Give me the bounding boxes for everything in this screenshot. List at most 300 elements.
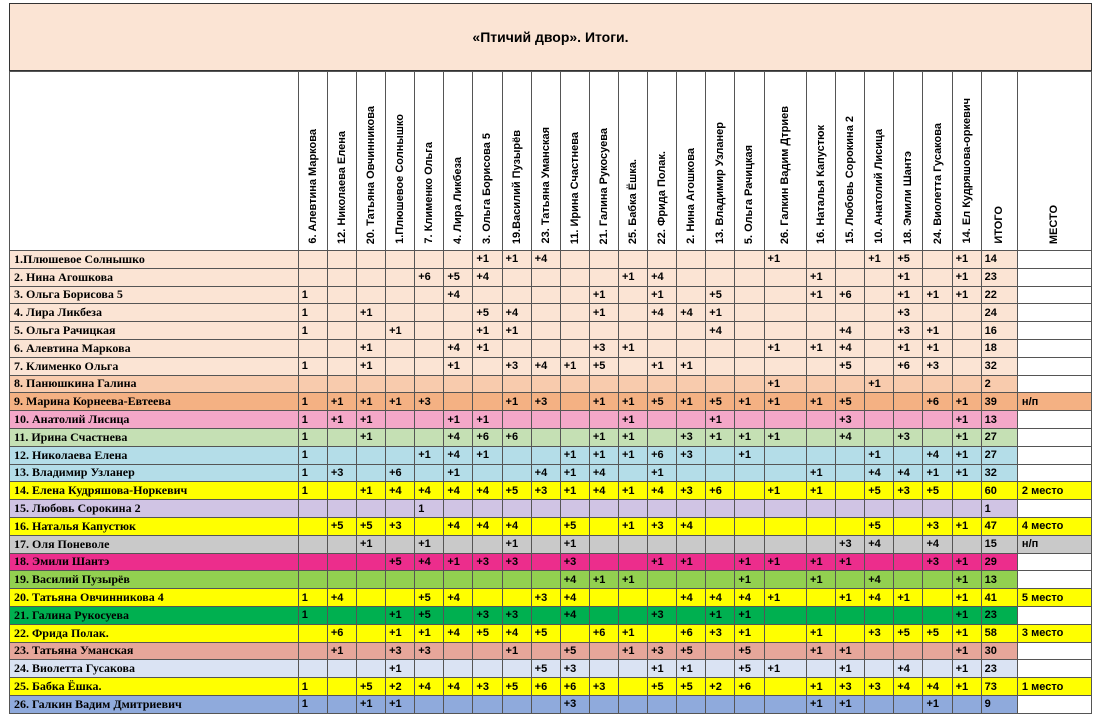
- score-cell: +3: [836, 535, 865, 553]
- score-cell: +1: [952, 642, 981, 660]
- score-cell: [356, 500, 385, 518]
- score-cell: [706, 251, 735, 269]
- score-cell: +4: [473, 482, 502, 500]
- score-cell: [807, 446, 836, 464]
- score-cell: [648, 624, 677, 642]
- place-cell: [1017, 464, 1091, 482]
- score-cell: +1: [473, 251, 502, 269]
- table-row: [10, 571, 1092, 589]
- column-header: [836, 72, 865, 251]
- score-cell: [706, 517, 735, 535]
- score-cell: [473, 357, 502, 375]
- score-cell: +4: [444, 339, 473, 357]
- score-cell: +5: [894, 624, 923, 642]
- score-cell: [531, 695, 560, 713]
- column-header-label: 18. Эмили Шантэ: [902, 150, 915, 244]
- table-row: [10, 357, 1092, 375]
- score-cell: +5: [531, 624, 560, 642]
- score-cell: 1: [298, 286, 327, 304]
- score-cell: [764, 304, 807, 322]
- score-cell: [952, 535, 981, 553]
- score-cell: +1: [952, 624, 981, 642]
- score-cell: +1: [735, 571, 764, 589]
- score-cell: +1: [618, 482, 647, 500]
- score-cell: [444, 571, 473, 589]
- score-cell: [589, 411, 618, 429]
- score-cell: [502, 660, 531, 678]
- score-cell: [952, 322, 981, 340]
- score-cell: +1: [865, 375, 894, 393]
- score-cell: [473, 464, 502, 482]
- score-cell: [327, 304, 356, 322]
- score-cell: [444, 304, 473, 322]
- score-cell: +6: [894, 357, 923, 375]
- score-cell: [589, 606, 618, 624]
- score-cell: [706, 357, 735, 375]
- score-cell: [923, 251, 952, 269]
- score-cell: [865, 286, 894, 304]
- score-cell: [327, 446, 356, 464]
- score-cell: [327, 375, 356, 393]
- score-cell: +1: [386, 660, 415, 678]
- score-cell: [648, 411, 677, 429]
- score-cell: +1: [560, 357, 589, 375]
- score-cell: +5: [560, 642, 589, 660]
- score-cell: +1: [560, 446, 589, 464]
- score-cell: [677, 251, 706, 269]
- score-cell: [648, 535, 677, 553]
- score-cell: +6: [473, 428, 502, 446]
- score-cell: [894, 571, 923, 589]
- score-cell: [473, 642, 502, 660]
- score-cell: +4: [502, 624, 531, 642]
- score-cell: [677, 375, 706, 393]
- place-cell: [1017, 322, 1091, 340]
- score-cell: +4: [444, 678, 473, 696]
- table-row: [10, 589, 1092, 607]
- score-cell: +3: [894, 482, 923, 500]
- score-cell: [735, 464, 764, 482]
- score-cell: [327, 322, 356, 340]
- score-cell: +3: [894, 322, 923, 340]
- score-cell: [894, 695, 923, 713]
- table-row: [10, 482, 1092, 500]
- score-cell: +1: [952, 411, 981, 429]
- column-header: [327, 72, 356, 251]
- score-cell: [444, 642, 473, 660]
- participant-name: 21. Галина Рукосуева: [10, 606, 299, 624]
- score-cell: [531, 517, 560, 535]
- score-cell: +1: [560, 482, 589, 500]
- column-header-label: 3. Ольга Борисова 5: [481, 133, 494, 244]
- score-cell: [618, 500, 647, 518]
- score-cell: [923, 571, 952, 589]
- score-cell: 1: [298, 393, 327, 411]
- participant-name: 14. Елена Кудряшова-Норкевич: [10, 482, 299, 500]
- column-header: [589, 72, 618, 251]
- score-cell: [415, 464, 444, 482]
- score-cell: [807, 322, 836, 340]
- score-cell: +4: [531, 464, 560, 482]
- score-cell: [952, 357, 981, 375]
- score-cell: +3: [836, 411, 865, 429]
- score-cell: [764, 411, 807, 429]
- participant-name: 16. Наталья Капустюк: [10, 517, 299, 535]
- column-header: [386, 72, 415, 251]
- score-cell: +5: [473, 624, 502, 642]
- participant-name: 17. Оля Поневоле: [10, 535, 299, 553]
- score-cell: [298, 642, 327, 660]
- table-row: [10, 695, 1092, 713]
- score-cell: [415, 517, 444, 535]
- score-cell: +6: [923, 393, 952, 411]
- score-cell: +1: [327, 411, 356, 429]
- score-cell: [327, 339, 356, 357]
- place-header-label: МЕСТО: [1048, 204, 1061, 244]
- score-cell: +6: [836, 286, 865, 304]
- score-cell: [560, 268, 589, 286]
- score-cell: [764, 606, 807, 624]
- score-cell: [764, 535, 807, 553]
- score-cell: +1: [735, 428, 764, 446]
- score-cell: +1: [952, 268, 981, 286]
- score-cell: +6: [531, 678, 560, 696]
- score-cell: [356, 286, 385, 304]
- score-cell: [502, 375, 531, 393]
- participant-name: 6. Алевтина Маркова: [10, 339, 299, 357]
- score-cell: +1: [735, 393, 764, 411]
- score-cell: 1: [298, 589, 327, 607]
- score-cell: [923, 606, 952, 624]
- column-header-label: 25. Бабка Ёшка.: [627, 158, 640, 244]
- score-cell: [648, 428, 677, 446]
- score-cell: [923, 660, 952, 678]
- score-cell: [807, 517, 836, 535]
- score-cell: +1: [444, 553, 473, 571]
- score-cell: +4: [444, 446, 473, 464]
- score-cell: [923, 642, 952, 660]
- score-cell: [735, 251, 764, 269]
- score-cell: +1: [952, 571, 981, 589]
- score-cell: +2: [386, 678, 415, 696]
- score-cell: [298, 553, 327, 571]
- column-header-label: 23. Татьяна Уманская: [539, 127, 552, 244]
- score-cell: [764, 624, 807, 642]
- score-cell: +4: [386, 482, 415, 500]
- score-cell: +1: [923, 695, 952, 713]
- score-cell: [865, 606, 894, 624]
- score-cell: [444, 500, 473, 518]
- score-cell: +1: [589, 286, 618, 304]
- score-cell: [473, 500, 502, 518]
- score-cell: [865, 642, 894, 660]
- score-cell: [706, 571, 735, 589]
- score-cell: +4: [444, 589, 473, 607]
- score-cell: +1: [764, 339, 807, 357]
- score-cell: [677, 500, 706, 518]
- score-cell: [706, 642, 735, 660]
- score-cell: [298, 375, 327, 393]
- score-cell: +4: [836, 339, 865, 357]
- score-cell: [618, 357, 647, 375]
- score-cell: +4: [589, 464, 618, 482]
- score-cell: +4: [865, 464, 894, 482]
- score-cell: +1: [952, 251, 981, 269]
- column-header: [764, 72, 807, 251]
- score-cell: +4: [473, 268, 502, 286]
- score-cell: +3: [531, 589, 560, 607]
- score-cell: [327, 606, 356, 624]
- column-header-label: 12. Николаева Елена: [335, 131, 348, 244]
- score-cell: [589, 268, 618, 286]
- participant-name: 13. Владимир Узланер: [10, 464, 299, 482]
- score-cell: [894, 393, 923, 411]
- score-cell: [444, 393, 473, 411]
- total-cell: 60: [981, 482, 1017, 500]
- score-cell: +1: [356, 428, 385, 446]
- score-cell: +1: [327, 642, 356, 660]
- score-cell: [531, 322, 560, 340]
- score-cell: +1: [952, 589, 981, 607]
- score-cell: +1: [706, 304, 735, 322]
- score-cell: +1: [677, 393, 706, 411]
- score-cell: [865, 357, 894, 375]
- score-cell: [386, 251, 415, 269]
- score-cell: [415, 411, 444, 429]
- score-cell: [764, 642, 807, 660]
- score-cell: +1: [444, 357, 473, 375]
- score-cell: +1: [894, 339, 923, 357]
- score-cell: [735, 268, 764, 286]
- score-cell: +4: [923, 535, 952, 553]
- score-cell: [764, 357, 807, 375]
- score-cell: 1: [298, 446, 327, 464]
- score-cell: [677, 286, 706, 304]
- score-cell: +1: [618, 624, 647, 642]
- total-cell: 58: [981, 624, 1017, 642]
- score-cell: +1: [807, 482, 836, 500]
- score-cell: +1: [952, 446, 981, 464]
- table-row: [10, 339, 1092, 357]
- score-cell: [618, 606, 647, 624]
- score-cell: +5: [415, 606, 444, 624]
- score-cell: +3: [386, 517, 415, 535]
- score-cell: +5: [444, 268, 473, 286]
- score-cell: [706, 695, 735, 713]
- score-cell: +5: [923, 482, 952, 500]
- table-row: [10, 464, 1092, 482]
- score-cell: [836, 606, 865, 624]
- table-row: [10, 375, 1092, 393]
- score-cell: [706, 268, 735, 286]
- place-cell: 4 место: [1017, 517, 1091, 535]
- score-cell: +5: [473, 304, 502, 322]
- column-header: [735, 72, 764, 251]
- score-cell: [444, 535, 473, 553]
- column-header-label: 1.Плюшевое Солнышко: [394, 114, 407, 244]
- table-row: [10, 322, 1092, 340]
- score-cell: +1: [764, 251, 807, 269]
- score-cell: [807, 500, 836, 518]
- table-row: [10, 393, 1092, 411]
- score-cell: [502, 500, 531, 518]
- score-cell: +3: [648, 642, 677, 660]
- score-cell: [894, 411, 923, 429]
- score-cell: [865, 411, 894, 429]
- score-cell: +6: [648, 446, 677, 464]
- column-header: [618, 72, 647, 251]
- score-cell: +1: [894, 268, 923, 286]
- score-cell: [560, 624, 589, 642]
- score-cell: [502, 411, 531, 429]
- score-cell: +5: [836, 393, 865, 411]
- score-cell: [836, 268, 865, 286]
- score-cell: +1: [735, 624, 764, 642]
- score-cell: [735, 375, 764, 393]
- score-cell: +1: [356, 695, 385, 713]
- score-cell: [764, 446, 807, 464]
- score-cell: +4: [894, 464, 923, 482]
- score-cell: [706, 464, 735, 482]
- score-cell: [706, 553, 735, 571]
- score-cell: +4: [531, 251, 560, 269]
- score-cell: [560, 339, 589, 357]
- score-cell: +4: [923, 446, 952, 464]
- score-cell: [444, 695, 473, 713]
- total-cell: 23: [981, 660, 1017, 678]
- score-cell: [807, 535, 836, 553]
- score-cell: [865, 553, 894, 571]
- total-cell: 1: [981, 500, 1017, 518]
- score-cell: [923, 589, 952, 607]
- score-cell: +1: [807, 695, 836, 713]
- score-cell: [502, 695, 531, 713]
- score-cell: [386, 535, 415, 553]
- score-cell: [764, 464, 807, 482]
- score-cell: +1: [589, 571, 618, 589]
- score-cell: [952, 339, 981, 357]
- score-cell: [589, 517, 618, 535]
- score-cell: [764, 678, 807, 696]
- score-cell: 1: [298, 304, 327, 322]
- score-cell: [327, 357, 356, 375]
- score-cell: [560, 428, 589, 446]
- score-cell: +4: [706, 589, 735, 607]
- score-cell: +1: [502, 251, 531, 269]
- score-cell: +1: [356, 482, 385, 500]
- score-cell: [415, 357, 444, 375]
- column-header-label: 5. Ольга Рачицкая: [743, 144, 756, 244]
- score-cell: [560, 304, 589, 322]
- score-cell: [298, 500, 327, 518]
- place-cell: [1017, 357, 1091, 375]
- score-cell: +4: [415, 678, 444, 696]
- score-cell: +1: [836, 553, 865, 571]
- score-cell: [836, 517, 865, 535]
- participant-name: 18. Эмили Шантэ: [10, 553, 299, 571]
- score-cell: [952, 482, 981, 500]
- score-cell: [865, 660, 894, 678]
- score-cell: [589, 553, 618, 571]
- score-cell: [386, 375, 415, 393]
- place-cell: 1 место: [1017, 678, 1091, 696]
- score-cell: [865, 268, 894, 286]
- score-cell: [327, 571, 356, 589]
- score-cell: +1: [894, 589, 923, 607]
- score-cell: [502, 339, 531, 357]
- score-cell: +4: [894, 660, 923, 678]
- score-cell: +4: [706, 322, 735, 340]
- participant-name: 15. Любовь Сорокина 2: [10, 500, 299, 518]
- table-row: [10, 535, 1092, 553]
- score-cell: [356, 624, 385, 642]
- score-cell: [952, 500, 981, 518]
- score-cell: +1: [923, 322, 952, 340]
- column-header-label: 13. Владимир Узланер: [714, 121, 727, 244]
- score-cell: +1: [807, 571, 836, 589]
- score-cell: +1: [502, 535, 531, 553]
- total-cell: 15: [981, 535, 1017, 553]
- column-header-label: 4. Лира Ликбеза: [452, 157, 465, 244]
- score-cell: +4: [589, 482, 618, 500]
- score-cell: [327, 535, 356, 553]
- score-cell: [923, 411, 952, 429]
- score-cell: +1: [386, 606, 415, 624]
- participant-name: 19. Василий Пузырёв: [10, 571, 299, 589]
- score-cell: [298, 251, 327, 269]
- score-cell: 1: [298, 678, 327, 696]
- column-header-label: 14. Ел Кудряшова-оркевич: [960, 98, 973, 244]
- score-cell: [894, 606, 923, 624]
- score-cell: +5: [502, 482, 531, 500]
- score-cell: [589, 500, 618, 518]
- total-cell: 22: [981, 286, 1017, 304]
- score-cell: [764, 517, 807, 535]
- score-cell: [531, 304, 560, 322]
- score-cell: [618, 660, 647, 678]
- score-cell: +3: [677, 428, 706, 446]
- score-cell: [386, 268, 415, 286]
- score-cell: [952, 304, 981, 322]
- total-cell: 39: [981, 393, 1017, 411]
- total-cell: 27: [981, 446, 1017, 464]
- score-cell: +1: [473, 446, 502, 464]
- score-cell: [894, 642, 923, 660]
- score-cell: +3: [648, 517, 677, 535]
- score-cell: [327, 678, 356, 696]
- score-cell: +5: [560, 517, 589, 535]
- score-cell: [473, 589, 502, 607]
- score-cell: +1: [764, 482, 807, 500]
- score-cell: [327, 695, 356, 713]
- score-cell: +4: [560, 571, 589, 589]
- score-cell: 1: [298, 428, 327, 446]
- place-cell: [1017, 695, 1091, 713]
- score-cell: [473, 286, 502, 304]
- score-cell: [648, 589, 677, 607]
- score-cell: [648, 571, 677, 589]
- score-cell: +3: [560, 695, 589, 713]
- score-cell: [589, 695, 618, 713]
- score-cell: +1: [677, 660, 706, 678]
- score-cell: [386, 304, 415, 322]
- score-cell: [648, 339, 677, 357]
- score-cell: +3: [923, 517, 952, 535]
- score-cell: [327, 500, 356, 518]
- score-cell: [560, 375, 589, 393]
- score-cell: [386, 286, 415, 304]
- score-cell: [386, 571, 415, 589]
